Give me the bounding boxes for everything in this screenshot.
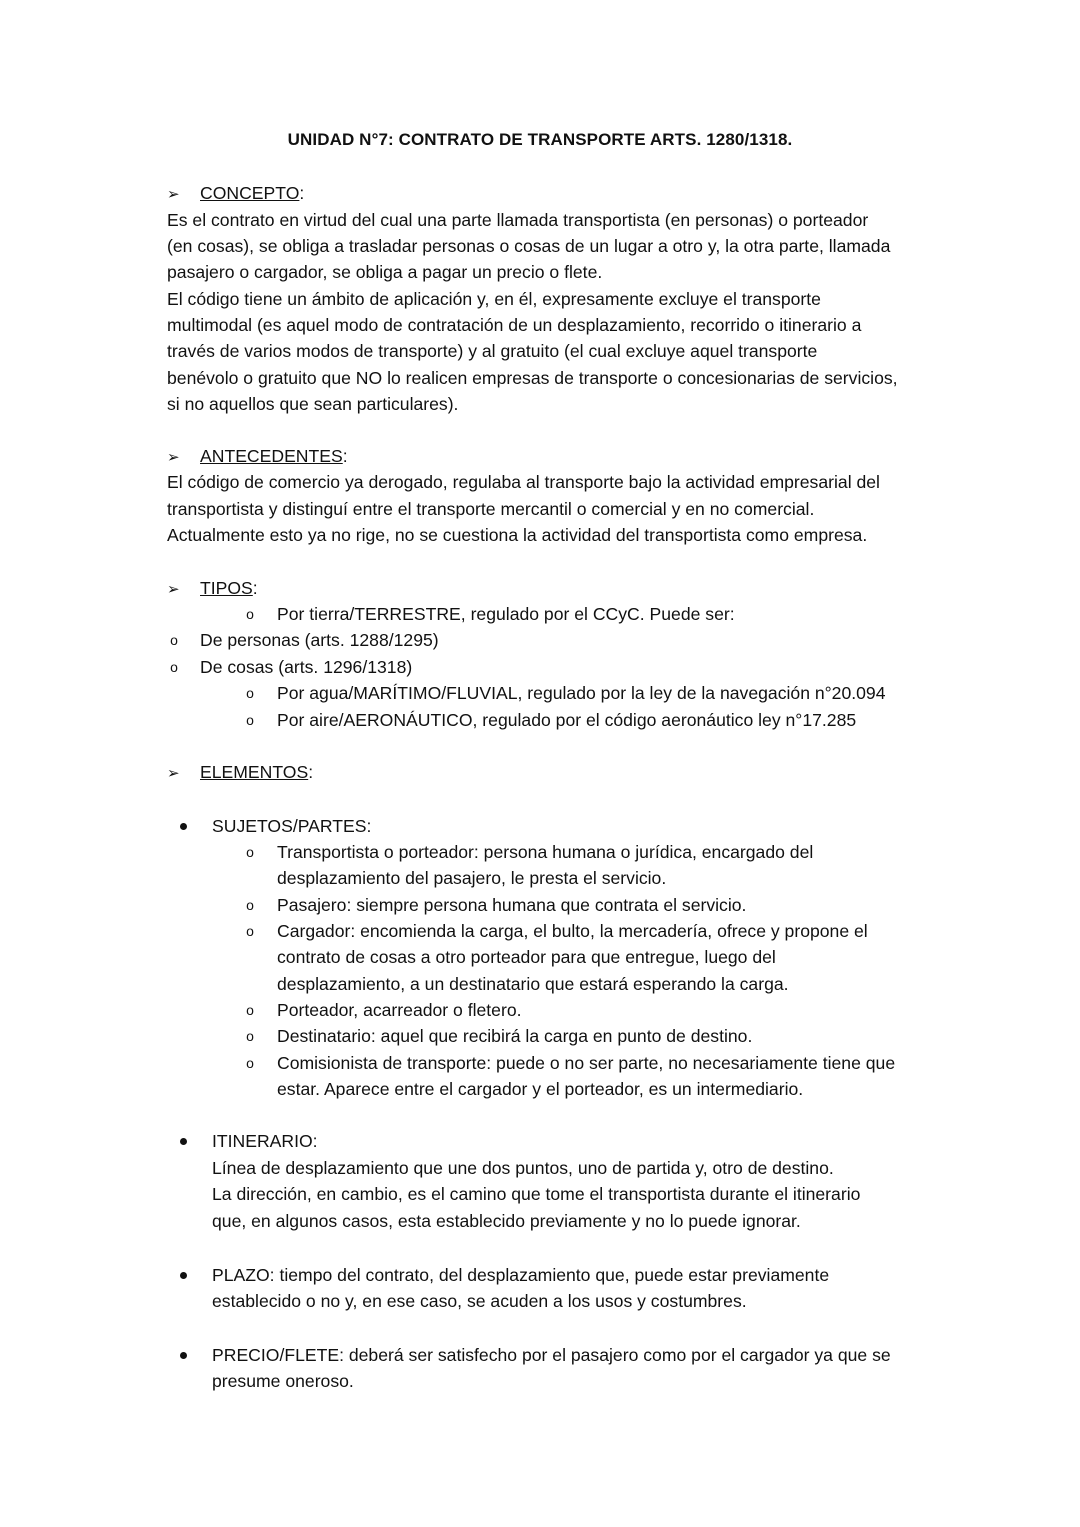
heading-colon: : <box>252 578 258 598</box>
heading-label: ELEMENTOS <box>200 762 309 782</box>
dot-bullet-icon <box>180 1272 187 1279</box>
paragraph-line: multimodal (es aquel modo de contratación de un desplazamiento, recorrido o itinerario a <box>167 315 862 335</box>
circle-bullet-icon: o <box>246 1002 254 1018</box>
section-heading-tipos <box>167 575 258 603</box>
paragraph-line: Línea de desplazamiento que une dos puntos, uno de partida y, otro de destino. <box>212 1158 834 1178</box>
paragraph-line: El código de comercio ya derogado, regulaba al transporte bajo la actividad empresarial del <box>167 472 880 492</box>
paragraph-line: través de varios modos de transporte) y al gratuito (el cual excluye aquel transporte <box>167 341 818 361</box>
paragraph-line: (en cosas), se obliga a trasladar personas o cosas de un lugar a otro y, la otra parte, llamada <box>167 236 891 256</box>
paragraph-line: PLAZO: tiempo del contrato, del desplazamiento que, puede estar previamente <box>212 1265 830 1285</box>
section-heading-concepto <box>167 180 304 208</box>
list-item: De cosas (arts. 1296/1318) <box>200 657 413 677</box>
paragraph-line: si no aquellos que sean particulares). <box>167 394 459 414</box>
circle-bullet-icon: o <box>246 606 254 622</box>
list-item-continuation: estar. Aparece entre el cargador y el porteador, es un intermediario. <box>277 1079 804 1099</box>
subsection-label: SUJETOS/PARTES: <box>212 816 372 836</box>
paragraph-line: que, en algunos casos, esta establecido previamente y no lo puede ignorar. <box>212 1211 801 1231</box>
list-item-continuation: desplazamiento, a un destinatario que estará esperando la carga. <box>277 974 789 994</box>
list-item: Pasajero: siempre persona humana que contrata el servicio. <box>277 895 747 915</box>
circle-bullet-icon: o <box>246 844 254 860</box>
circle-bullet-icon: o <box>246 685 254 701</box>
list-item: De personas (arts. 1288/1295) <box>200 630 439 650</box>
paragraph-line: pasajero o cargador, se obliga a pagar un precio o flete. <box>167 262 603 282</box>
dot-bullet-icon <box>180 1138 187 1145</box>
list-item-continuation: contrato de cosas a otro porteador para que entregue, luego del <box>277 947 776 967</box>
paragraph-line: El código tiene un ámbito de aplicación y, en él, expresamente excluye el transporte <box>167 289 821 309</box>
list-item: Porteador, acarreador o fletero. <box>277 1000 522 1020</box>
paragraph-line: establecido o no y, en ese caso, se acuden a los usos y costumbres. <box>212 1291 747 1311</box>
arrow-bullet-icon: ➢ <box>167 449 180 466</box>
circle-bullet-icon: o <box>246 923 254 939</box>
heading-label: TIPOS <box>200 578 253 598</box>
list-item: Por tierra/TERRESTRE, regulado por el CCyC. Puede ser: <box>277 604 735 624</box>
heading-colon: : <box>308 762 314 782</box>
paragraph-line: benévolo o gratuito que NO lo realicen empresas de transporte o concesionarias de servicios, <box>167 368 898 388</box>
heading-colon: : <box>342 446 348 466</box>
list-item: Comisionista de transporte: puede o no ser parte, no necesariamente tiene que <box>277 1053 896 1073</box>
dot-bullet-icon <box>180 1352 187 1359</box>
list-item: Destinatario: aquel que recibirá la carga en punto de destino. <box>277 1026 753 1046</box>
list-item: Transportista o porteador: persona humana o jurídica, encargado del <box>277 842 814 862</box>
circle-bullet-icon: o <box>246 712 254 728</box>
arrow-bullet-icon: ➢ <box>167 186 180 203</box>
circle-bullet-icon: o <box>246 897 254 913</box>
list-item: Por agua/MARÍTIMO/FLUVIAL, regulado por la ley de la navegación n°20.094 <box>277 683 886 703</box>
circle-bullet-icon: o <box>246 1028 254 1044</box>
heading-label: CONCEPTO <box>200 183 300 203</box>
paragraph-line: Es el contrato en virtud del cual una parte llamada transportista (en personas) o porteador <box>167 210 869 230</box>
arrow-bullet-icon: ➢ <box>167 581 180 598</box>
paragraph-line: transportista y distinguí entre el transporte mercantil o comercial y en no comercial. <box>167 499 815 519</box>
dot-bullet-icon <box>180 823 187 830</box>
paragraph-line: La dirección, en cambio, es el camino que tome el transportista durante el itinerario <box>212 1184 861 1204</box>
list-item: Cargador: encomienda la carga, el bulto, la mercadería, ofrece y propone el <box>277 921 868 941</box>
paragraph-line: PRECIO/FLETE: deberá ser satisfecho por el pasajero como por el cargador ya que se <box>212 1345 891 1365</box>
heading-colon: : <box>299 183 305 203</box>
subsection-label: ITINERARIO: <box>212 1131 318 1151</box>
section-heading-elementos <box>167 759 313 787</box>
circle-bullet-icon: o <box>246 1055 254 1071</box>
document-title: UNIDAD N°7: CONTRATO DE TRANSPORTE ARTS. 1280/1318. <box>287 130 793 149</box>
section-heading-antecedentes <box>167 443 348 471</box>
list-item: Por aire/AERONÁUTICO, regulado por el código aeronáutico ley n°17.285 <box>277 710 857 730</box>
list-item-continuation: desplazamiento del pasajero, le presta el servicio. <box>277 868 667 888</box>
heading-label: ANTECEDENTES <box>200 446 343 466</box>
paragraph-line: Actualmente esto ya no rige, no se cuestiona la actividad del transportista como empresa. <box>167 525 868 545</box>
circle-bullet-icon: o <box>170 632 178 648</box>
circle-bullet-icon: o <box>170 659 178 675</box>
arrow-bullet-icon: ➢ <box>167 765 180 782</box>
paragraph-line: presume oneroso. <box>212 1371 354 1391</box>
